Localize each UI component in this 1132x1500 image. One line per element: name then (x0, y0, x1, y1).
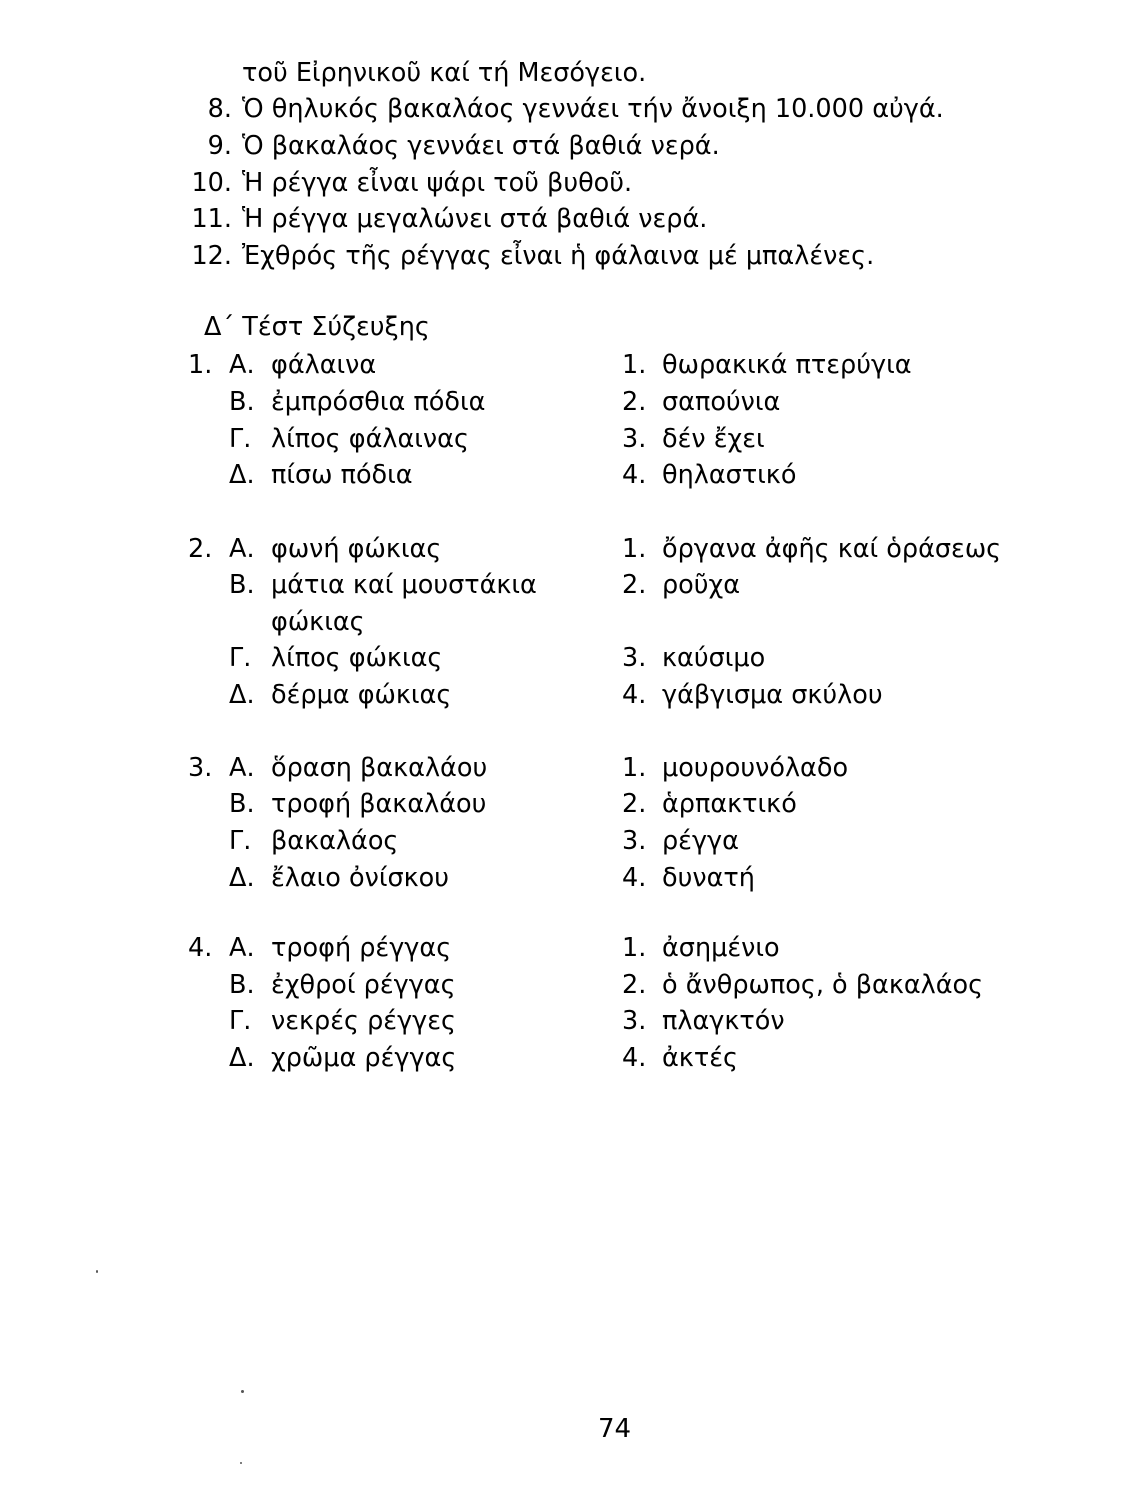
statement-number: 10. (191, 168, 232, 198)
right-item-text: ὄργανα ἀφῆς καί ὁράσεως (662, 534, 1002, 564)
left-item-text: δέρμα φώκιας (271, 680, 452, 710)
right-item-number: 4. (622, 680, 647, 710)
right-item-number: 1. (622, 534, 647, 564)
right-item-number: 4. (622, 863, 647, 893)
left-item-label: Γ. (229, 826, 252, 856)
right-item-number: 3. (622, 643, 647, 673)
left-item-text: ὅραση βακαλάου (271, 753, 488, 783)
right-item-text: ἁρπακτικό (662, 789, 797, 819)
scan-speck (96, 1270, 98, 1273)
right-item-text: ἀκτές (662, 1043, 738, 1073)
left-item-label: Δ. (229, 460, 255, 490)
right-item-number: 2. (622, 570, 647, 600)
right-item-number: 1. (622, 933, 647, 963)
group-number: 1. (188, 350, 213, 380)
page-number: 74 (598, 1414, 632, 1444)
right-item-text: θηλαστικό (662, 460, 797, 490)
right-item-number: 2. (622, 387, 647, 417)
left-item-label: Β. (229, 387, 255, 417)
statement-text: Ἡ ρέγγα μεγαλώνει στά βαθιά νερά. (242, 204, 708, 234)
left-item-text: μάτια καί μουστάκια (271, 570, 537, 600)
statement-text: Ἡ ρέγγα εἶναι ψάρι τοῦ βυθοῦ. (242, 168, 633, 198)
right-item-text: μουρουνόλαδο (662, 753, 849, 783)
left-item-text: λίπος φάλαινας (271, 424, 469, 454)
left-item-text: τροφή βακαλάου (271, 789, 487, 819)
left-item-text-continued: φώκιας (271, 607, 365, 637)
right-item-number: 3. (622, 826, 647, 856)
statement-number: 12. (191, 241, 232, 271)
left-item-label: Δ. (229, 680, 255, 710)
left-item-text: χρῶμα ρέγγας (271, 1043, 457, 1073)
left-item-label: Δ. (229, 1043, 255, 1073)
left-item-label: Β. (229, 970, 255, 1000)
right-item-text: δυνατή (662, 863, 755, 893)
left-item-label: Γ. (229, 643, 252, 673)
right-item-number: 4. (622, 460, 647, 490)
scan-speck (240, 1462, 242, 1464)
left-item-text: ἐχθροί ρέγγας (271, 970, 456, 1000)
left-item-text: νεκρές ρέγγες (271, 1006, 456, 1036)
left-item-label: Α. (229, 350, 255, 380)
scan-speck (241, 1390, 244, 1393)
right-item-text: γάβγισμα σκύλου (662, 680, 883, 710)
left-item-label: Α. (229, 933, 255, 963)
right-item-text: δέν ἔχει (662, 424, 765, 454)
right-item-number: 1. (622, 753, 647, 783)
left-item-label: Γ. (229, 1006, 252, 1036)
left-item-text: βακαλάος (271, 826, 399, 856)
group-number: 3. (188, 753, 213, 783)
statement-text: Ὁ βακαλάος γεννάει στά βαθιά νερά. (242, 131, 720, 161)
group-number: 2. (188, 534, 213, 564)
left-item-text: ἔλαιο ὀνίσκου (271, 863, 450, 893)
left-item-text: τροφή ρέγγας (271, 933, 452, 963)
right-item-text: ὁ ἄνθρωπος, ὁ βακαλάος (662, 970, 984, 1000)
right-item-text: καύσιμο (662, 643, 766, 673)
right-item-number: 2. (622, 789, 647, 819)
right-item-text: ροῦχα (662, 570, 741, 600)
left-item-label: Α. (229, 753, 255, 783)
right-item-text: θωρακικά πτερύγια (662, 350, 912, 380)
left-item-label: Β. (229, 789, 255, 819)
statement-text: Ὁ θηλυκός βακαλάος γεννάει τήν ἄνοιξη 10.000 αὐγά. (242, 94, 944, 124)
left-item-text: ἐμπρόσθια πόδια (271, 387, 486, 417)
left-item-label: Γ. (229, 424, 252, 454)
right-item-number: 3. (622, 1006, 647, 1036)
left-item-label: Δ. (229, 863, 255, 893)
right-item-text: ἀσημένιο (662, 933, 780, 963)
left-item-label: Α. (229, 534, 255, 564)
statement-number: 11. (191, 204, 232, 234)
left-item-text: φωνή φώκιας (271, 534, 442, 564)
left-item-text: λίπος φώκιας (271, 643, 443, 673)
right-item-number: 2. (622, 970, 647, 1000)
statement-number: 9. (207, 131, 232, 161)
group-number: 4. (188, 933, 213, 963)
statement-text: Ἐχθρός τῆς ρέγγας εἶναι ἡ φάλαινα μέ μπαλένες. (242, 241, 875, 271)
right-item-number: 1. (622, 350, 647, 380)
statement-number: 8. (207, 94, 232, 124)
right-item-number: 4. (622, 1043, 647, 1073)
statement-continuation: τοῦ Εἰρηνικοῦ καί τή Μεσόγειο. (242, 58, 647, 88)
right-item-number: 3. (622, 424, 647, 454)
section-heading: Δ΄ Τέστ Σύζευξης (204, 312, 430, 342)
right-item-text: ρέγγα (662, 826, 739, 856)
left-item-label: Β. (229, 570, 255, 600)
right-item-text: πλαγκτόν (662, 1006, 785, 1036)
left-item-text: πίσω πόδια (271, 460, 413, 490)
left-item-text: φάλαινα (271, 350, 377, 380)
right-item-text: σαπούνια (662, 387, 781, 417)
